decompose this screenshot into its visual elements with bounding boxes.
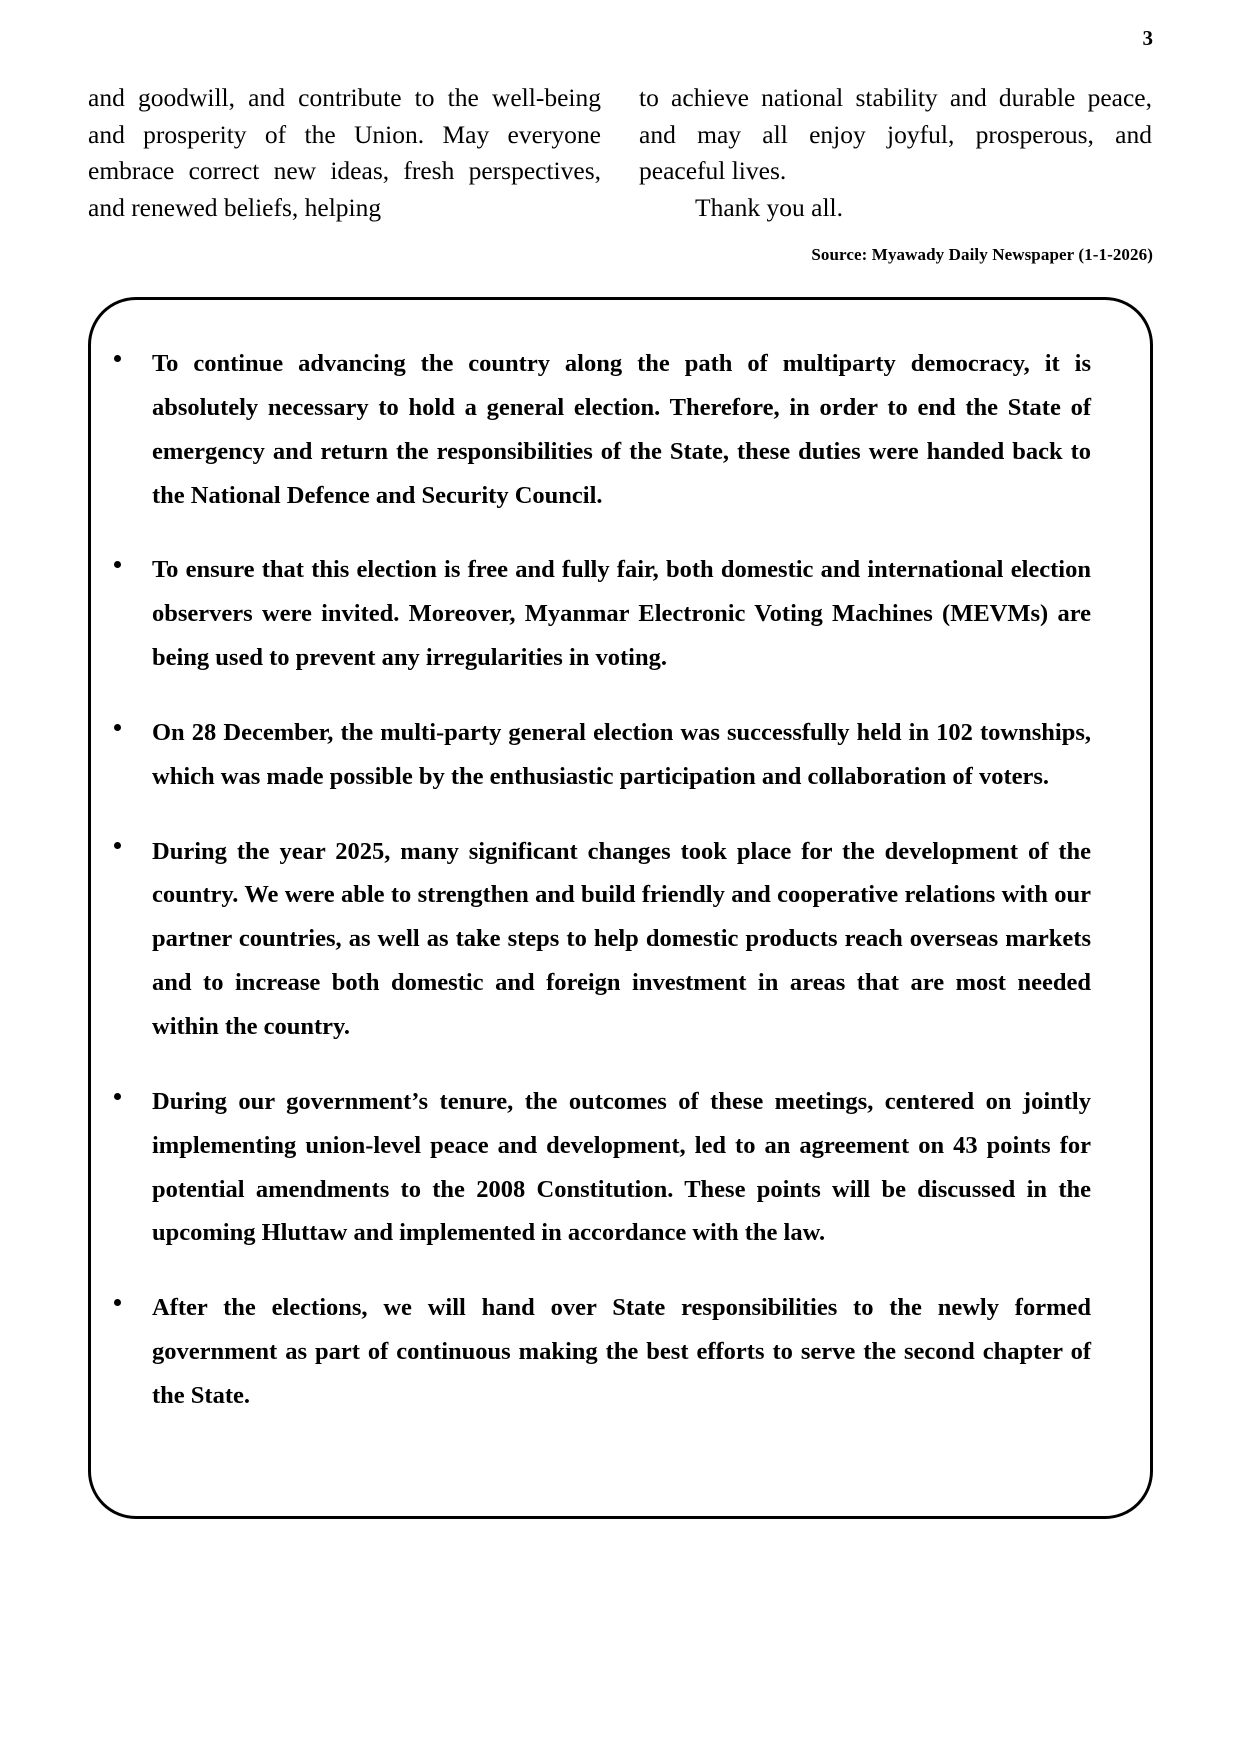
list-item <box>96 548 1091 680</box>
bullet-text: After the elections, we will hand over State responsibilities to the newly formed government as part of continuous making the best efforts to serve the second chapter of the State. <box>152 1294 1091 1409</box>
bullet-dot-icon <box>114 724 121 731</box>
source-attribution: Source: Myawady Daily Newspaper (1-1-2026) <box>811 245 1153 264</box>
two-column-body <box>88 80 1153 227</box>
closing-line: Thank you all. <box>695 193 844 223</box>
bullet-dot-icon <box>114 842 121 849</box>
list-item <box>96 830 1091 1049</box>
bullet-text: During the year 2025, many significant changes took place for the development of the country. We were able to strengthen and build friendly and cooperative relations with our partner countries, as well as take steps to help domestic products reach overseas markets and to increase both domestic and foreign investment in areas that are most needed within the country. <box>152 837 1091 1040</box>
left-column-paragraph: and goodwill, and contribute to the well-being and prosperity of the Union. May everyone embrace correct new ideas, fresh perspectives, and renewed beliefs, helping <box>88 83 601 223</box>
list-item <box>96 711 1091 799</box>
left-column <box>88 80 601 227</box>
bullet-list <box>96 342 1091 1418</box>
bullet-dot-icon <box>114 561 121 568</box>
bullet-text: During our government’s tenure, the outcomes of these meetings, centered on jointly implementing union-level peace and development, led to an agreement on 43 points for potential amendments to the 2008 Constitution. These points will be discussed in the upcoming Hluttaw and implemented in accordance with the law. <box>152 1087 1091 1247</box>
bullet-dot-icon <box>114 355 121 362</box>
right-column <box>639 80 1152 227</box>
bullet-text: To ensure that this election is free and fully fair, both domestic and international election observers were invited. Moreover, Myanmar Electronic Voting Machines (MEVMs) are being used to prevent any irregularities in voting. <box>152 556 1091 672</box>
list-item <box>96 1286 1091 1418</box>
list-item <box>96 342 1091 517</box>
page-number: 3 <box>1142 26 1153 50</box>
list-item <box>96 1080 1091 1255</box>
bullet-text: On 28 December, the multi-party general election was successfully held in 102 townships, which was made possible by the enthusiastic participation and collaboration of voters. <box>152 718 1091 790</box>
right-column-paragraph: to achieve national stability and durable peace, and may all enjoy joyful, prosperous, and peaceful lives. <box>639 83 1152 186</box>
bullet-dot-icon <box>114 1093 121 1100</box>
bullet-text: To continue advancing the country along the path of multiparty democracy, it is absolutely necessary to hold a general election. Therefore, in order to end the State of emergency and return the responsibilities of the State, these duties were handed back to the National Defence and Security Council. <box>152 350 1091 509</box>
bullet-dot-icon <box>114 1299 121 1306</box>
highlight-box-content <box>96 328 1146 1438</box>
